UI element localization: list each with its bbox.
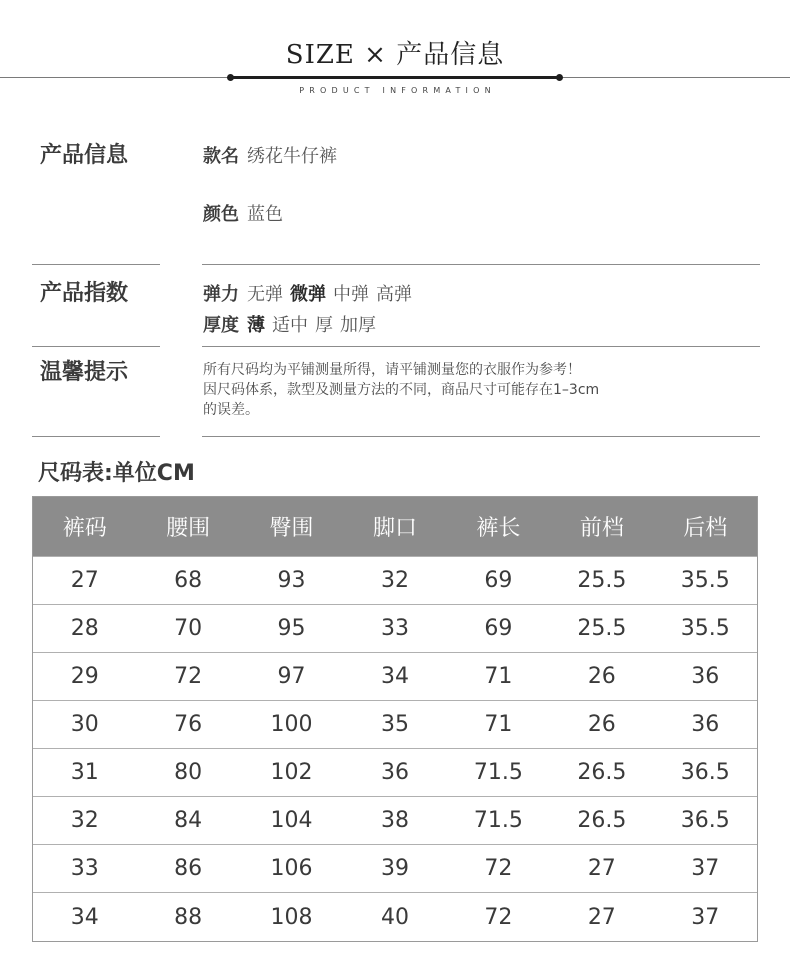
table-cell: 34 (70, 904, 99, 930)
thickness-option: 厚 (315, 315, 333, 336)
elasticity-option-selected: 微弹 (290, 284, 326, 305)
table-row (33, 893, 757, 941)
tips-line: 的误差。 (203, 402, 259, 418)
thickness-option: 加厚 (340, 315, 376, 336)
table-cell: 71.5 (473, 760, 523, 786)
table-cell: 80 (174, 760, 203, 786)
table-cell: 36 (380, 760, 409, 786)
table-cell: 26 (587, 663, 616, 689)
page-subtitle: PRODUCT INFORMATION (299, 86, 496, 95)
table-cell: 30 (70, 711, 99, 737)
product-color-key: 颜色 (203, 204, 239, 225)
table-cell: 35.5 (680, 567, 730, 593)
table-cell: 100 (270, 711, 313, 737)
thickness-option-selected: 薄 (247, 315, 265, 336)
section-divider (202, 264, 760, 265)
tips-line: 所有尺码均为平铺测量所得，请平铺测量您的衣服作为参考！ (203, 362, 581, 378)
table-cell: 72 (174, 663, 203, 689)
tips-line: 因尺码体系，款型及测量方法的不同，商品尺寸可能存在1–3cm (203, 382, 600, 398)
table-cell: 36.5 (680, 760, 730, 786)
table-cell: 38 (380, 808, 409, 834)
table-cell: 71 (484, 663, 513, 689)
table-cell: 29 (70, 663, 99, 689)
product-color-row (203, 200, 283, 226)
column-header: 前档 (579, 515, 624, 541)
table-cell: 97 (277, 663, 306, 689)
column-header: 后档 (683, 515, 728, 541)
table-cell: 93 (277, 567, 306, 593)
table-cell: 72 (484, 904, 513, 930)
table-cell: 27 (70, 567, 99, 593)
section-divider (32, 264, 160, 265)
elasticity-option: 中弹 (333, 284, 369, 305)
product-info-title: 产品信息 (40, 143, 129, 168)
product-name-value: 绣花牛仔裤 (247, 146, 337, 167)
table-cell: 39 (380, 856, 409, 882)
table-cell: 69 (484, 615, 513, 641)
table-cell: 36 (691, 711, 720, 737)
table-cell: 26 (587, 711, 616, 737)
table-cell: 40 (380, 904, 409, 930)
table-cell: 37 (691, 904, 720, 930)
thickness-option: 适中 (272, 315, 308, 336)
table-cell: 84 (174, 808, 203, 834)
table-cell: 26.5 (577, 760, 627, 786)
table-row (33, 749, 757, 797)
elasticity-option: 无弹 (247, 284, 283, 305)
elasticity-row (203, 280, 419, 306)
table-cell: 86 (174, 856, 203, 882)
table-cell: 37 (691, 856, 720, 882)
table-cell: 28 (70, 615, 99, 641)
thickness-label: 厚度 (203, 315, 239, 336)
column-header: 脚口 (372, 515, 417, 541)
thickness-row (203, 311, 383, 337)
elasticity-label: 弹力 (203, 284, 239, 305)
table-row (33, 845, 757, 893)
header-accent-bar (230, 76, 560, 79)
table-cell: 71.5 (473, 808, 523, 834)
table-row (33, 652, 757, 700)
table-cell: 71 (484, 711, 513, 737)
elasticity-option: 高弹 (376, 284, 412, 305)
product-color-value: 蓝色 (247, 204, 283, 225)
column-header: 臀围 (269, 515, 314, 541)
section-divider (202, 436, 760, 437)
table-cell: 32 (380, 567, 409, 593)
table-cell: 102 (270, 760, 313, 786)
table-cell: 27 (587, 856, 616, 882)
table-cell: 72 (484, 856, 513, 882)
table-cell: 104 (270, 808, 313, 834)
page-title: SIZE × 产品信息 (285, 40, 505, 70)
header-accent-dot-right (556, 74, 563, 81)
column-header: 裤长 (476, 515, 521, 541)
table-row (33, 700, 757, 748)
table-cell: 26.5 (577, 808, 627, 834)
table-cell: 88 (174, 904, 203, 930)
table-cell: 106 (270, 856, 313, 882)
table-cell: 36.5 (680, 808, 730, 834)
section-divider (202, 346, 760, 347)
section-divider (32, 346, 160, 347)
product-name-row (203, 142, 337, 168)
tips-title: 温馨提示 (40, 360, 129, 385)
table-cell: 68 (174, 567, 203, 593)
table-cell: 27 (587, 904, 616, 930)
size-table (32, 496, 758, 942)
table-cell: 34 (380, 663, 409, 689)
header-accent-dot-left (227, 74, 234, 81)
table-row (33, 797, 757, 845)
table-cell: 35.5 (680, 615, 730, 641)
section-divider (32, 436, 160, 437)
table-cell: 33 (70, 856, 99, 882)
column-header: 裤码 (62, 515, 107, 541)
table-cell: 76 (174, 711, 203, 737)
table-cell: 36 (691, 663, 720, 689)
size-table-title: 尺码表:单位CM (38, 461, 195, 486)
table-cell: 33 (380, 615, 409, 641)
table-cell: 69 (484, 567, 513, 593)
table-cell: 25.5 (577, 615, 627, 641)
product-index-title: 产品指数 (40, 281, 129, 306)
table-cell: 31 (70, 760, 99, 786)
table-row (33, 556, 757, 604)
table-cell: 32 (70, 808, 99, 834)
table-cell: 35 (380, 711, 409, 737)
column-header: 腰围 (166, 515, 211, 541)
product-name-key: 款名 (203, 146, 239, 167)
table-row (33, 604, 757, 652)
table-cell: 25.5 (577, 567, 627, 593)
size-table-header (33, 497, 757, 556)
table-cell: 95 (277, 615, 306, 641)
table-cell: 70 (174, 615, 203, 641)
table-cell: 108 (270, 904, 313, 930)
tips-text (203, 360, 723, 420)
